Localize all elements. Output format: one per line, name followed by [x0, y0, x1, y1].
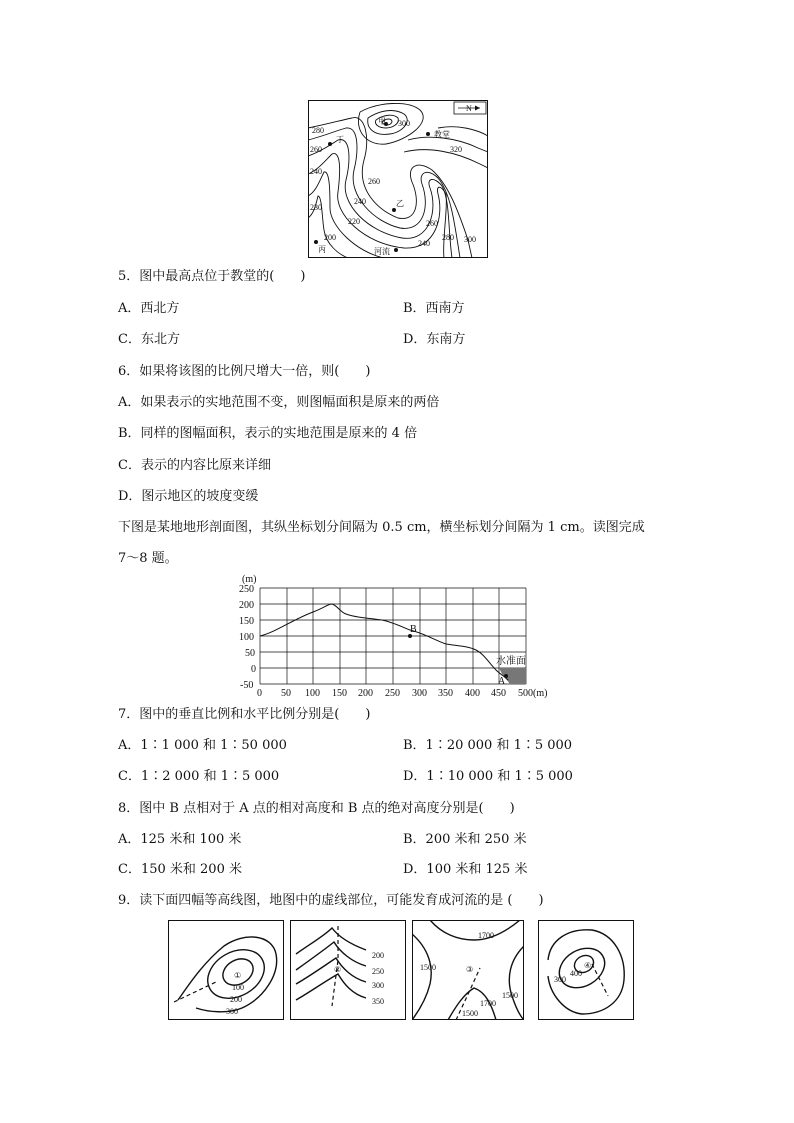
river-label: 河流 — [374, 247, 390, 256]
profile-point-b: B — [410, 624, 417, 635]
contour-label: 260 — [426, 219, 438, 228]
intro-7-8-line2: 7～8 题。 — [118, 551, 178, 566]
y-tick: 150 — [239, 616, 254, 627]
map4-mark: ④ — [584, 961, 592, 970]
point-jia: 甲 — [378, 117, 386, 126]
contour-map-2 — [290, 920, 406, 1020]
q8-option-b[interactable]: B．200 米和 250 米 — [403, 832, 527, 847]
y-tick: 50 — [245, 648, 255, 659]
x-tick: 0 — [257, 688, 262, 699]
y-tick: 250 — [239, 584, 254, 595]
q5-stem: 5．图中最高点位于教堂的( ) — [118, 269, 306, 284]
x-tick: 350 — [438, 688, 453, 699]
contour-label: 1700 — [480, 999, 496, 1008]
map1-mark: ① — [234, 971, 242, 980]
q8-option-c[interactable]: C．150 米和 200 米 — [118, 862, 242, 877]
contour-label: 240 — [418, 239, 430, 248]
contour-label: 240 — [354, 197, 366, 206]
q5-option-a[interactable]: A．西北方 — [118, 301, 180, 316]
map2-mark: ② — [334, 965, 342, 974]
contour-label: 200 — [324, 233, 336, 242]
q6-option-a[interactable]: A．如果表示的实地范围不变，则图幅面积是原来的两倍 — [118, 395, 440, 410]
y-unit: (m) — [242, 574, 257, 585]
q7-option-b[interactable]: B．1∶20 000 和 1∶5 000 — [403, 738, 573, 753]
contour-label: 320 — [450, 145, 462, 154]
q6-stem: 6．如果将该图的比例尺增大一倍，则( ) — [118, 364, 371, 379]
contour-label: 260 — [368, 177, 380, 186]
x-tick: 400 — [465, 688, 480, 699]
contour-map-school — [308, 100, 488, 258]
contour-map-3 — [412, 920, 524, 1020]
contour-label: 260 — [310, 145, 322, 154]
q5-option-c[interactable]: C．东北方 — [118, 332, 180, 347]
contour-label: 280 — [312, 126, 324, 135]
contour-label: 300 — [226, 1007, 238, 1016]
q7-option-d[interactable]: D．1∶10 000 和 1∶5 000 — [403, 769, 573, 784]
x-tick: 50 — [281, 688, 291, 699]
q8-stem: 8．图中 B 点相对于 A 点的相对高度和 B 点的绝对高度分别是( ) — [118, 801, 515, 816]
contour-label: 200 — [230, 995, 242, 1004]
y-tick: -50 — [240, 680, 254, 691]
q9-stem: 9．读下面四幅等高线图，地图中的虚线部位，可能发育成河流的是 ( ) — [118, 893, 544, 908]
contour-label: 220 — [348, 217, 360, 226]
contour-label: 300 — [554, 975, 566, 984]
contour-label: 250 — [372, 967, 384, 976]
x-unit: 500(m) — [518, 688, 548, 699]
contour-label: 350 — [372, 997, 384, 1006]
q7-stem: 7．图中的垂直比例和水平比例分别是( ) — [118, 707, 371, 722]
x-tick: 200 — [358, 688, 373, 699]
q6-option-b[interactable]: B．同样的图幅面积，表示的实地范围是原来的 4 倍 — [118, 426, 418, 441]
contour-label: 300 — [372, 981, 384, 990]
x-tick: 100 — [305, 688, 320, 699]
point-ding: 丁 — [336, 135, 344, 144]
y-tick: 0 — [251, 664, 256, 675]
profile-point-a: A — [498, 676, 506, 687]
y-tick: 200 — [239, 600, 254, 611]
contour-label: 1500 — [502, 991, 518, 1000]
q7-option-c[interactable]: C．1∶2 000 和 1∶5 000 — [118, 769, 280, 784]
y-tick: 100 — [239, 632, 254, 643]
q5-option-b[interactable]: B．西南方 — [403, 301, 465, 316]
q6-option-c[interactable]: C．表示的内容比原来详细 — [118, 458, 271, 473]
contour-label: 1700 — [478, 931, 494, 940]
contour-map-1 — [168, 920, 284, 1020]
water-level-label: 水准面 — [496, 656, 526, 667]
contour-label: 230 — [310, 203, 322, 212]
q5-option-d[interactable]: D．东南方 — [403, 332, 466, 347]
contour-label: 100 — [232, 983, 244, 992]
contour-label: 280 — [442, 233, 454, 242]
intro-7-8-line1: 下图是某地地形剖面图，其纵坐标划分间隔为 0.5 cm，横坐标划分间隔为 1 cm。读图完成 — [118, 520, 645, 535]
x-tick: 150 — [332, 688, 347, 699]
north-label: N — [466, 104, 472, 113]
contour-label: 1500 — [420, 963, 436, 972]
x-tick: 450 — [491, 688, 506, 699]
q8-option-a[interactable]: A．125 米和 100 米 — [118, 832, 242, 847]
contour-label: 300 — [464, 235, 476, 244]
q7-option-a[interactable]: A．1∶1 000 和 1∶50 000 — [118, 738, 287, 753]
q8-option-d[interactable]: D．100 米和 125 米 — [403, 862, 528, 877]
contour-map-4 — [538, 920, 634, 1020]
map3-mark: ③ — [466, 965, 474, 974]
point-bing: 丙 — [318, 245, 326, 254]
contour-label: 300 — [398, 119, 410, 128]
q6-option-d[interactable]: D．图示地区的坡度变缓 — [118, 489, 259, 504]
contour-label: 400 — [570, 969, 582, 978]
contour-label: 240 — [310, 167, 322, 176]
point-yi: 乙 — [396, 199, 404, 208]
school-label: 教堂 — [434, 130, 450, 139]
x-tick: 250 — [385, 688, 400, 699]
terrain-profile-chart — [236, 574, 566, 700]
contour-label: 200 — [372, 951, 384, 960]
x-tick: 300 — [412, 688, 427, 699]
contour-label: 1500 — [462, 1009, 478, 1018]
